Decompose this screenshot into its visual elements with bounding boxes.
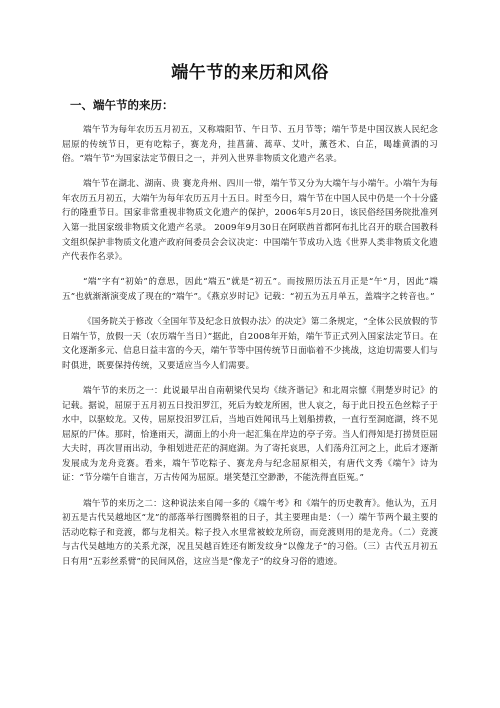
document-title: 端午节的来历和风俗 <box>171 63 329 83</box>
section-heading: 一、端午节的来历： <box>70 98 174 112</box>
paragraph: 《国务院关于修改〈全国年节及纪念日放假办法〉的决定》第二条规定，“全体公民放假的节日端午节，放假一天（农历端午当日）”据此，自2008年开始，端午节正式列入国家法定节日。在文化逐渐多元、信息日益丰富的今天，端午节等中国传统节日面临着不少挑战，这迫切需要人们与时俱进，既要保持传统，又要适应当今人们需要。 <box>62 317 438 371</box>
paragraph: 端午节的来历之一：此说最早出自南朝梁代吴均《续齐谐记》和北周宗懔《荆楚岁时记》的记载。据说，屈原于五月初五日投汨罗江，死后为蛟龙所困，世人哀之，每于此日投五色丝粽子于水中，以驱蛟龙。又传，屈原投汨罗江后，当地百姓闻讯马上划船捞救，一直行至洞庭湖，终不见屈原的尸体。那时，恰逢雨天，湖面上的小舟一起汇集在岸边的亭子旁。当人们得知是打捞贤臣屈大夫时，再次冒雨出动，争相划进茫茫的洞庭湖。为了寄托哀思，人们荡舟江河之上，此后才逐渐发展成为龙舟竞赛。看来，端午节吃粽子、赛龙舟与纪念屈原相关，有唐代文秀《端午》诗为证：“节分端午自谁言，万古传闻为屈原。堪笑楚江空渺渺，不能洗得直臣冤。” <box>62 385 438 484</box>
document-body <box>62 123 438 580</box>
paragraph: 端午节的来历之二：这种说法来自闻一多的《端午考》和《端午的历史教育》。他认为，五月初五是古代吴越地区“龙”的部落举行图腾祭祖的日子，其主要理由是：（一）端午节两个最主要的活动吃粽子和竞渡，都与龙相关。粽子投入水里常被蛟龙所窃，而竞渡则用的是龙舟。（二）竞渡与古代吴越地方的关系尤深，况且吴越百姓还有断发纹身“以像龙子”的习俗。（三）古代五月初五日有用“五彩丝系臂”的民间风俗，这应当是“像龙子”的纹身习俗的遗迹。 <box>62 498 438 567</box>
paragraph: 端午节在湖北、湖南、贵 赛龙舟州、四川一带，端午节又分为大端午与小端午。小端午为每年农历五月初五，大端午为每年农历五月十五日。时至今日，端午节在中国人民中仍是一个十分盛行的隆重节日。国家非常重视非物质文化遗产的保护，2006年5月20日，该民俗经国务院批准列入第一批国家级非物质文化遗产名录。 2009年9月30日在阿联酋首都阿布扎比召开的联合国教科文组织保护非物质文化遗产政府间委员会会议决定：中国端午节成功入选《世界人类非物质文化遗产代表作名录》。 <box>62 179 438 263</box>
paragraph: “端”字有“初始”的意思，因此“端五”就是“初五”。而按照历法五月正是“午”月，因此“端五”也就渐渐演变成了现在的“端午”。《燕京岁时记》记载：“初五为五月单五，盖端字之转音也。” <box>62 277 438 302</box>
paragraph: 端午节为每年农历五月初五，又称端阳节、午日节、五月节等；端午节是中国汉族人民纪念屈原的传统节日，更有吃粽子，赛龙舟，挂菖蒲、蒿草、艾叶，薰苍术、白芷，喝雄黄酒的习俗。“端午节”为国家法定节假日之一，并列入世界非物质文化遗产名录。 <box>62 125 438 165</box>
